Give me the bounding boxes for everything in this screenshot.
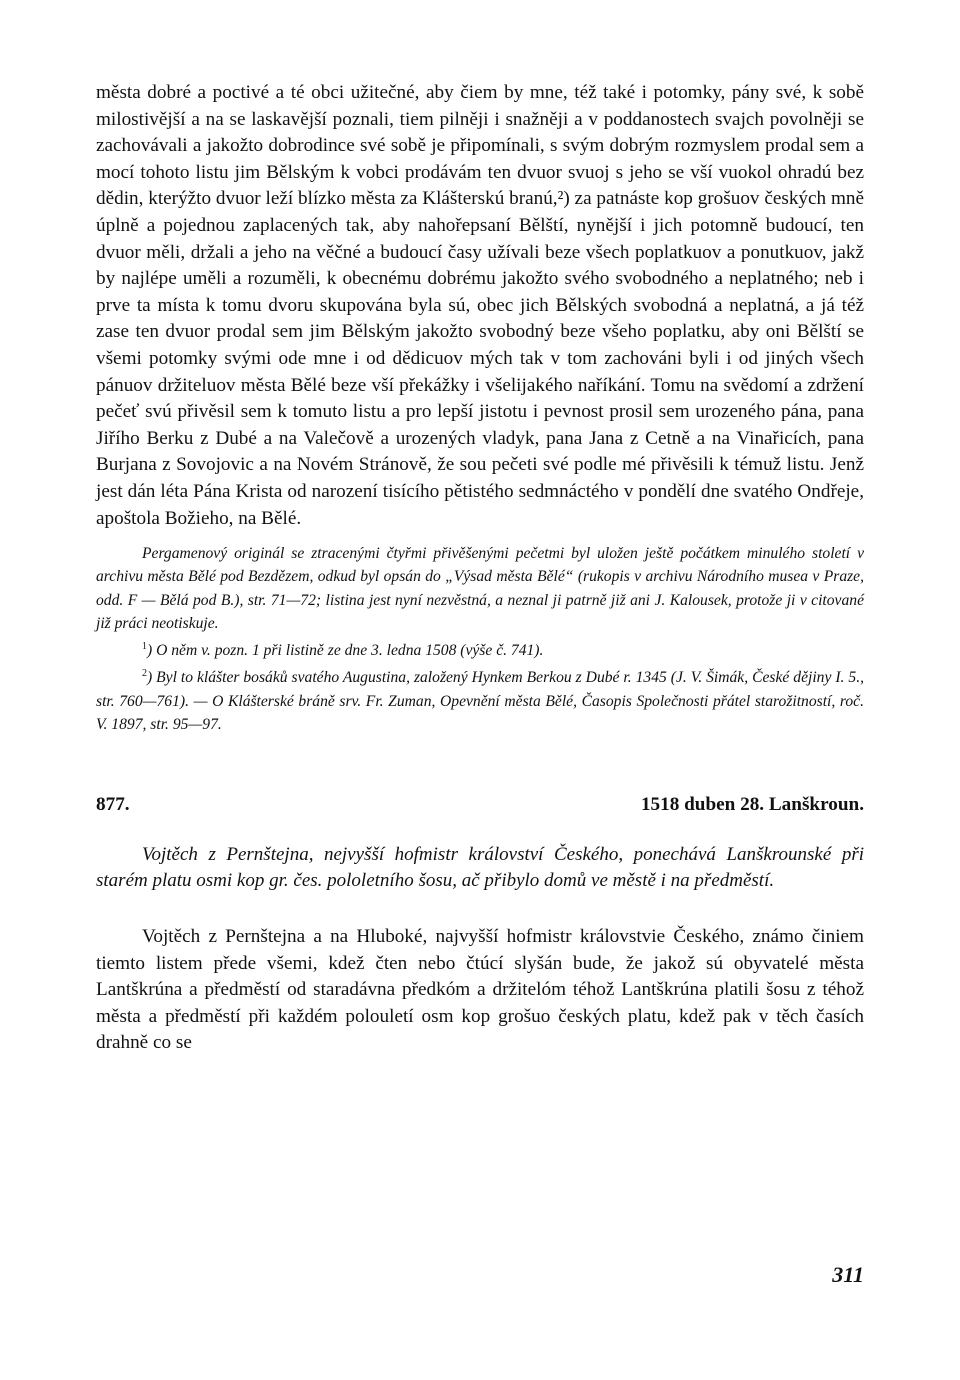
footnote-2-text: ) Byl to klášter bosáků svatého Augustina, založený Hynkem Berkou z Dubé r. 1345 (J. V. Šimák, České dějiny I. 5., str. 760—761). — O Klášterské bráně srv. Fr. Zuman, Opevnění města Bělé, Časopis Společnosti přátel starožitností, roč. V. 1897, str. 95—97. <box>96 669 864 733</box>
entry-date-place: 1518 duben 28. Lanškroun. <box>640 794 864 816</box>
entry-heading <box>96 794 864 816</box>
footnote-1-number: 1 <box>142 640 147 652</box>
footnote-1-text: ) O něm v. pozn. 1 při listině ze dne 3. ledna 1508 (výše č. 741). <box>147 642 544 660</box>
source-note: Pergamenový originál se ztracenými čtyřmi přivěšenými pečetmi byl uložen ještě počátkem minulého století v archivu města Bělé pod Bezdězem, odkud byl opsán do „Výsad města Bělé“ (rukopis v archivu Národního musea v Praze, odd. F — Bělá pod B.), str. 71—72; listina jest nyní nezvěstná, a neznal ji patrně již ani J. Kalousek, protože ji v citované již práci neotiskuje. <box>96 545 864 632</box>
notes-section <box>96 542 864 736</box>
footnote-2-number: 2 <box>142 668 147 680</box>
main-paragraph: města dobré a poctivé a té obci užitečné, aby čiem by mne, též také i potomky, pány své, k sobě milostivější a na se laskavější poznali, tiem pilněji i snažněji a v poddanostech svajch povolněji se zachovávali a jakožto dobrodince své sobě je připomínali, s svým dobrým rozmyslem prodal sem a mocí tohoto listu jim Bělským k vobci prodávám ten dvuor svuoj s jeho se vší vuokol ohradú bez dědin, kterýžto dvuor leží blízko města za Klášterskú branú,²) za patnáste kop grošuov českých mně úplně a pojednou zaplacených tak, aby nahořepsaní Bělští, nynější i jich potomně budoucí, ten dvuor měli, držali a jeho na věčné a budoucí časy užívali beze všech poplatkuov a ponutkuov, jakž by najlépe uměli a rozuměli, k obecnému dobrému jakožto svého svobodného a neplatného; neb i prve ta místa k tomu dvoru skupována byla sú, obec jich Bělských svobodná a neplatná, a já též zase ten dvuor prodal sem jim Bělským jakožto svobodný beze všeho poplatku, aby oni Bělští se všemi potomky svými ode mne i od dědicuov mých tak v tom zachováni byli i od jiných všech pánuov držiteluov města Bělé beze vší překážky i všelijakého naříkání. Tomu na svědomí a zdržení pečeť svú přivěsil sem k tomuto listu a pro lepší jistotu i pevnost prosil sem urozeného pána, pana Jiřího Berku z Dubé a na Valečově a urozených vladyk, pana Jana z Cetně a na Vinařicích, pana Burjana z Sovojovic a na Novém Stránově, že sou pečeti své podle mé přivěsili k témuž listu. Jenž jest dán léta Pána Krista od narození tisícího pětistého sedmnáctého v pondělí dne svatého Ondřeje, apoštola Božieho, na Bělé. <box>96 82 864 529</box>
entry-text: Vojtěch z Pernštejna a na Hluboké, najvyšší hofmistr královstvie Českého, známo činiem tiemto listem přede všemi, kdež čten nebo čtúcí slyšán bude, že jakož sú obyvatelé města Lantškrúna a předměstí od staradávna předkóm a držitelóm téhož Lantškrúna platili šosu z téhož města a předměstí při každém polouletí osm kop grošuo českých platu, kdež pak v těch časích drahně co se <box>96 926 864 1054</box>
entry-regest: Vojtěch z Pernštejna, nejvyšší hofmistr království Českého, ponechává Lanškrounské při starém platu osmi kop gr. čes. pololetního šosu, ač přibylo domů ve městě i na předměstí. <box>96 844 864 892</box>
entry-number: 877. <box>96 794 130 816</box>
document-page <box>96 80 864 1057</box>
footnote-2 <box>96 662 864 736</box>
page-number: 311 <box>832 1262 864 1287</box>
footnote-1 <box>96 635 864 662</box>
